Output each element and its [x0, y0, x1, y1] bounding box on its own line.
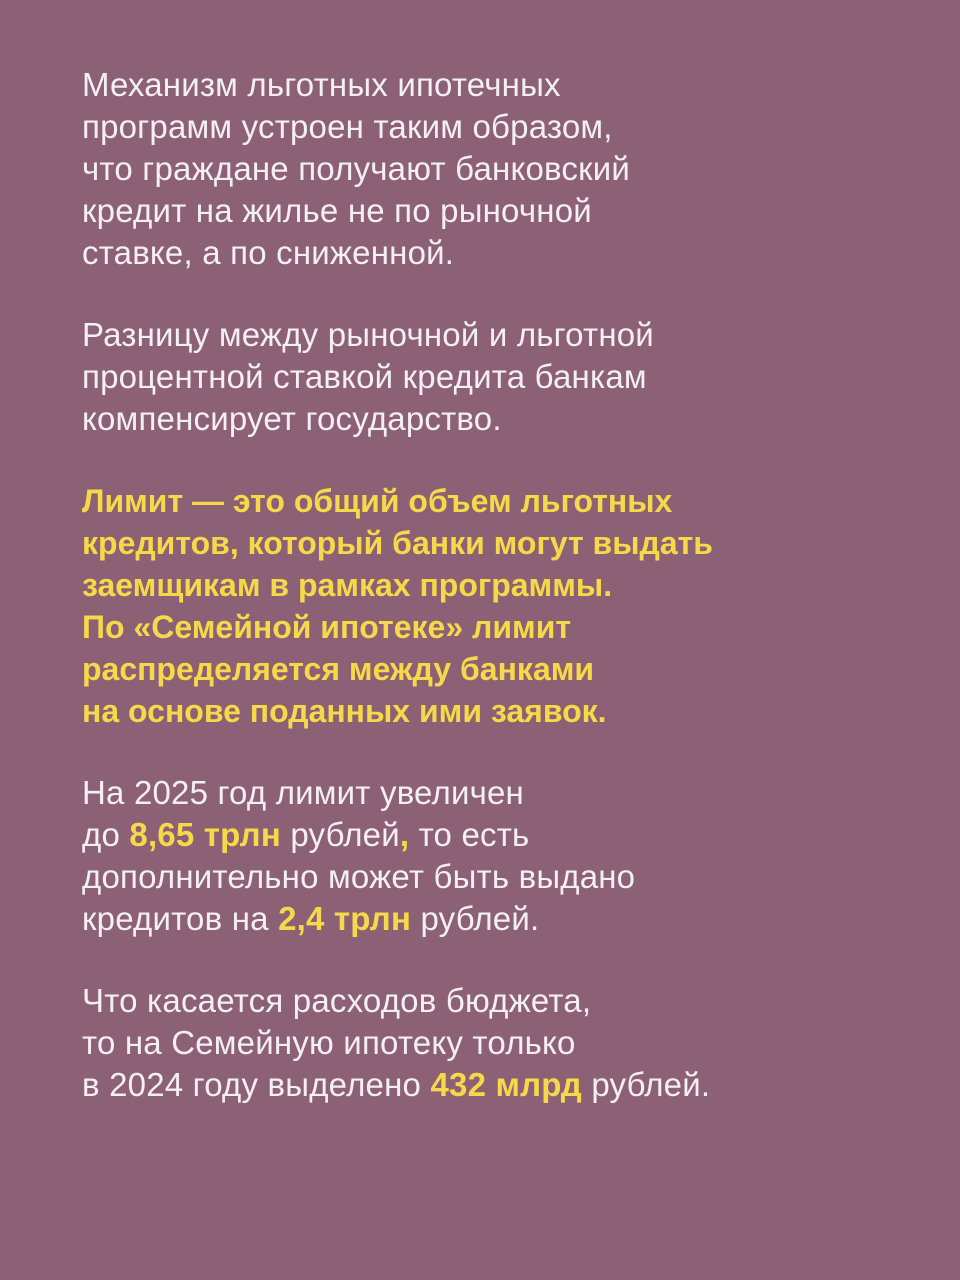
- text-fragment: в 2024 году выделено: [82, 1066, 431, 1103]
- text-line: Механизм льготных ипотечных: [82, 66, 561, 103]
- text-line: [82, 898, 900, 940]
- highlight-amount-additional: 2,4 трлн: [278, 900, 412, 937]
- text-line: компенсирует государство.: [82, 400, 502, 437]
- text-fragment-comma: ,: [399, 816, 410, 853]
- text-line: Разницу между рыночной и льготной: [82, 316, 654, 353]
- text-fragment: кредитов на: [82, 900, 279, 937]
- text-fragment: рублей.: [411, 900, 540, 937]
- text-line: на основе поданных ими заявок.: [82, 693, 607, 729]
- text-line: процентной ставкой кредита банкам: [82, 358, 647, 395]
- text-fragment: рублей.: [581, 1066, 711, 1103]
- paragraph-limit-2025: [82, 772, 900, 940]
- highlight-amount-budget: 432 млрд: [430, 1066, 582, 1103]
- text-line: кредитов, который банки могут выдать: [82, 525, 713, 561]
- paragraph-budget: [82, 980, 900, 1106]
- text-line: программ устроен таким образом,: [82, 108, 613, 145]
- paragraph-compensation: [82, 314, 900, 440]
- text-line: заемщикам в рамках программы.: [82, 567, 613, 603]
- text-fragment: рублей: [280, 816, 400, 853]
- text-line: то на Семейную ипотеку только: [82, 1024, 576, 1061]
- text-fragment: то есть: [409, 816, 530, 853]
- text-line: На 2025 год лимит увеличен: [82, 774, 524, 811]
- text-line: Лимит — это общий объем льготных: [82, 483, 673, 519]
- text-line: кредит на жилье не по рыночной: [82, 192, 592, 229]
- paragraph-limit-definition: [82, 480, 900, 732]
- text-line: Что касается расходов бюджета,: [82, 982, 592, 1019]
- text-line: что граждане получают банковский: [82, 150, 630, 187]
- text-line: распределяется между банками: [82, 651, 595, 687]
- highlight-amount-limit: 8,65 трлн: [129, 816, 281, 853]
- text-line: По «Семейной ипотеке» лимит: [82, 609, 572, 645]
- text-line: дополнительно может быть выдано: [82, 858, 636, 895]
- text-line: ставке, а по сниженной.: [82, 234, 455, 271]
- text-fragment: до: [82, 816, 130, 853]
- text-line: [82, 814, 900, 856]
- paragraph-mechanism: [82, 64, 900, 274]
- text-line: [82, 1064, 900, 1106]
